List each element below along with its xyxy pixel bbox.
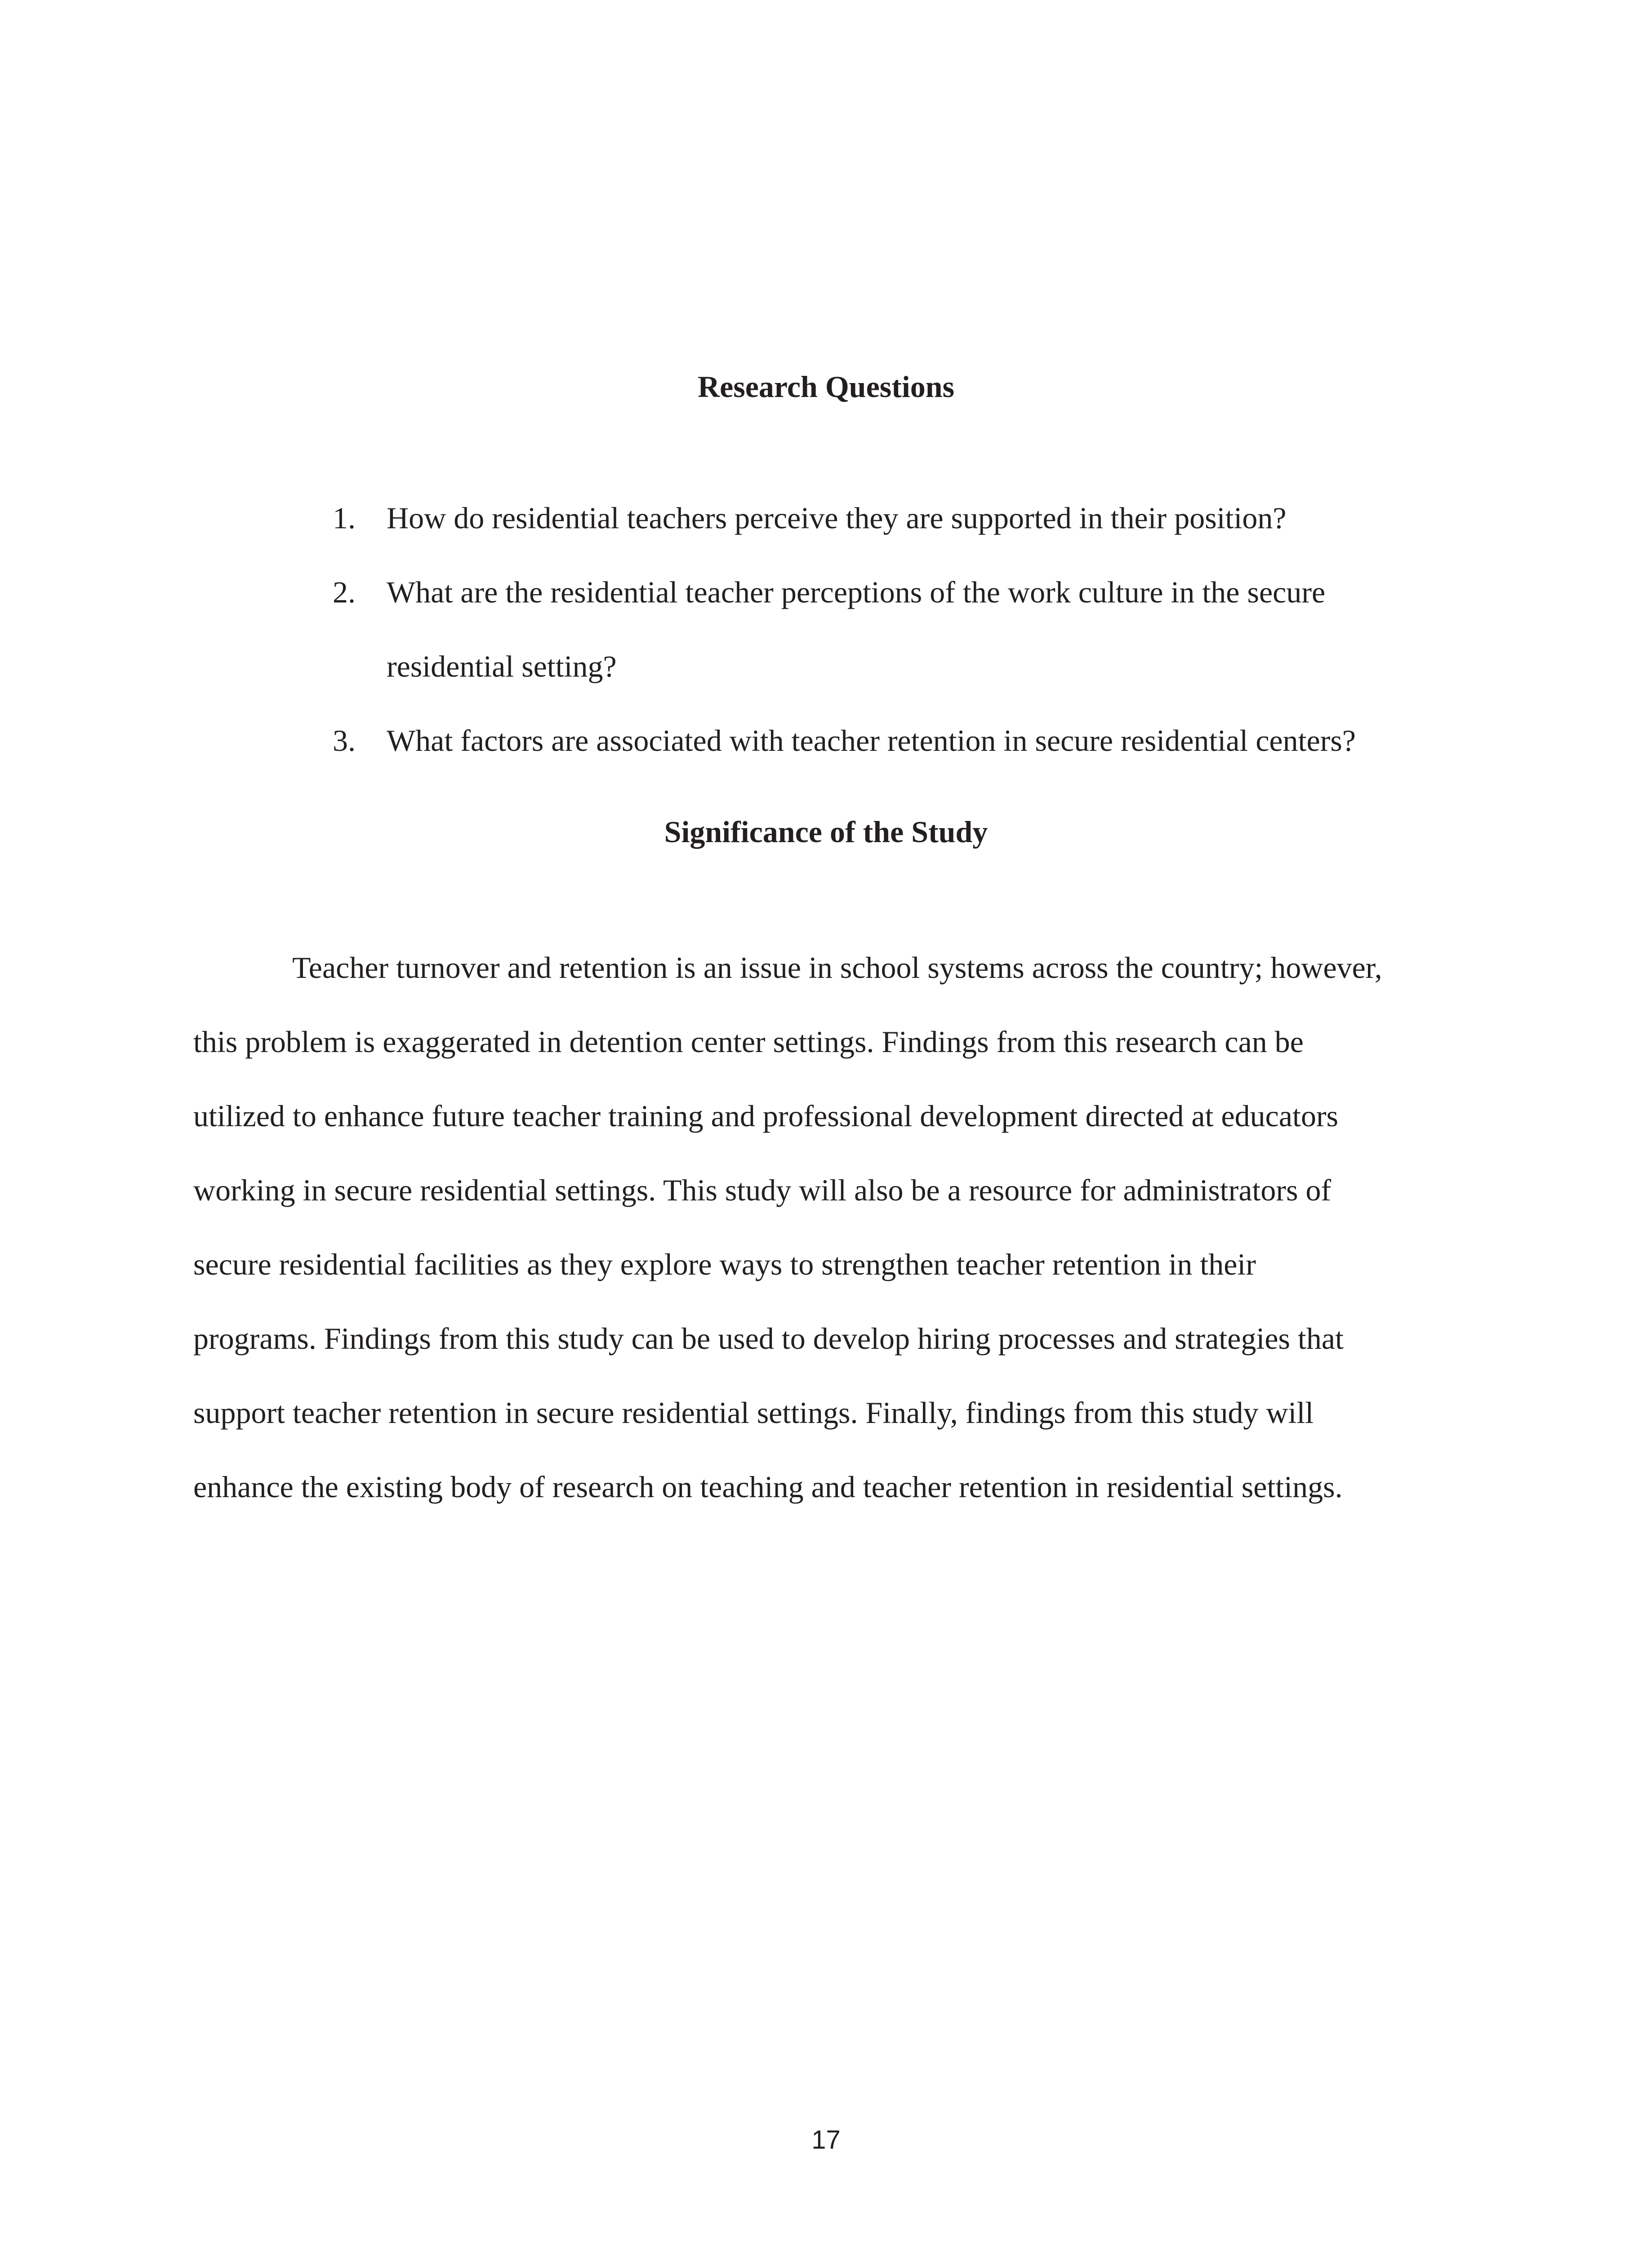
list-number: 2. [333, 575, 356, 609]
research-questions-list [333, 481, 1501, 778]
paragraph-line: enhance the existing body of research on teaching and teacher retention in residential settings. [193, 1470, 1343, 1504]
page-number: 17 [811, 2125, 841, 2154]
paragraph-line: Teacher turnover and retention is an issue in school systems across the country; however, [292, 950, 1382, 985]
research-question-2 [333, 555, 1501, 704]
paragraph-line: programs. Findings from this study can be used to develop hiring processes and strategies that [193, 1321, 1344, 1356]
research-questions-heading: Research Questions [697, 370, 955, 404]
paragraph-line: secure residential facilities as they explore ways to strengthen teacher retention in their [193, 1247, 1256, 1281]
research-question-text: What are the residential teacher perceptions of the work culture in the secure [387, 575, 1326, 609]
list-number: 3. [333, 723, 356, 758]
research-question-text: residential setting? [387, 649, 617, 683]
paragraph-line: working in secure residential settings. This study will also be a resource for administrators of [193, 1173, 1331, 1207]
research-question-text: How do residential teachers perceive they are supported in their position? [387, 501, 1287, 535]
list-number: 1. [333, 501, 356, 535]
paragraph-line: utilized to enhance future teacher training and professional development directed at educators [193, 1099, 1339, 1133]
research-question-text: What factors are associated with teacher retention in secure residential centers? [387, 723, 1356, 758]
paragraph-line: support teacher retention in secure residential settings. Finally, findings from this study will [193, 1396, 1314, 1430]
research-question-3 [333, 704, 1501, 778]
research-question-1 [333, 481, 1501, 555]
paragraph-line: this problem is exaggerated in detention center settings. Findings from this research can be [193, 1025, 1304, 1059]
significance-paragraph [193, 931, 1497, 1524]
significance-heading: Significance of the Study [664, 815, 988, 849]
